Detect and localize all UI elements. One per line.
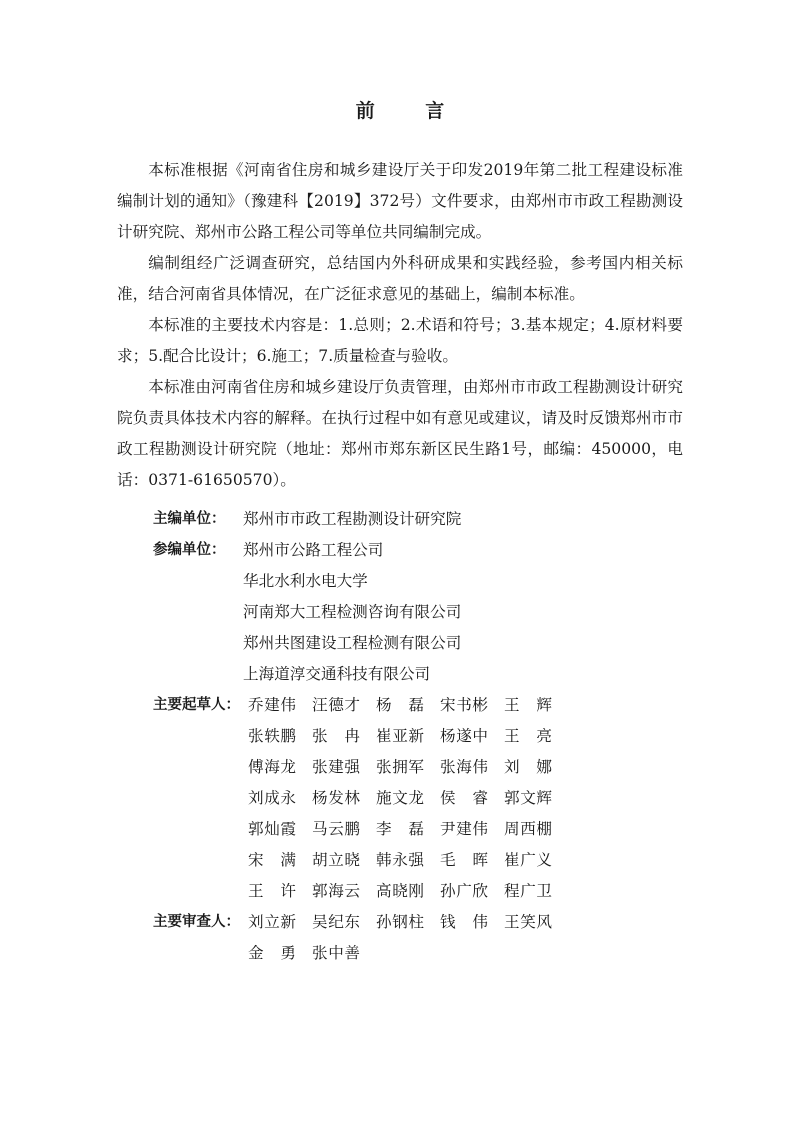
reviewers-names xyxy=(248,907,568,969)
drafter-name: 杨磊 xyxy=(376,696,424,714)
contributors-section xyxy=(153,504,613,969)
paragraph-basis: 本标准根据《河南省住房和城乡建设厅关于印发2019年第二批工程建设标准编制计划的通知》（豫建科【2019】372号）文件要求，由郑州市市政工程勘测设计研究院、郑州市公路工程公司等单位共同编制完成。 xyxy=(117,161,683,241)
drafter-name: 高晓刚 xyxy=(376,882,424,900)
drafter-name: 郭文辉 xyxy=(504,789,552,807)
drafter-name: 郭灿霞 xyxy=(248,820,296,838)
drafter-name: 张海伟 xyxy=(440,758,488,776)
reviewer-name: 王笑风 xyxy=(504,913,552,931)
drafter-name: 孙广欣 xyxy=(440,882,488,900)
drafter-name: 杨遂中 xyxy=(440,727,488,745)
chief-editor-label: 主编单位： xyxy=(153,511,226,527)
participating-unit: 华北水利水电大学 xyxy=(243,572,368,590)
reviewer-name: 张中善 xyxy=(312,944,360,962)
reviewers-label: 主要审查人： xyxy=(153,914,240,930)
drafter-name: 周西棚 xyxy=(504,820,552,838)
paragraph-contents: 本标准的主要技术内容是：1.总则；2.术语和符号；3.基本规定；4.原材料要求；5.配合比设计；6.施工；7.质量检查与验收。 xyxy=(117,316,683,365)
participating-units-row xyxy=(153,535,613,690)
drafter-name: 张冉 xyxy=(312,727,360,745)
preface-body xyxy=(117,155,683,496)
drafter-name: 李磊 xyxy=(376,820,424,838)
drafter-name: 尹建伟 xyxy=(440,820,488,838)
drafter-name: 宋满 xyxy=(248,851,296,869)
drafter-name: 王许 xyxy=(248,882,296,900)
reviewer-name: 钱伟 xyxy=(440,913,488,931)
reviewer-name: 吴纪东 xyxy=(312,913,360,931)
paragraph-research: 编制组经广泛调查研究，总结国内外科研成果和实践经验，参考国内相关标准，结合河南省具体情况，在广泛征求意见的基础上，编制本标准。 xyxy=(117,254,683,303)
participating-unit: 郑州共图建设工程检测有限公司 xyxy=(243,634,462,652)
drafter-name: 刘成永 xyxy=(248,789,296,807)
participating-unit: 上海道淳交通科技有限公司 xyxy=(243,665,431,683)
drafter-name: 宋书彬 xyxy=(440,696,488,714)
drafter-name: 侯睿 xyxy=(440,789,488,807)
drafter-name: 张拥军 xyxy=(376,758,424,776)
drafter-name: 施文龙 xyxy=(376,789,424,807)
drafter-name: 杨发林 xyxy=(312,789,360,807)
drafter-name: 马云鹏 xyxy=(312,820,360,838)
drafter-name: 乔建伟 xyxy=(248,696,296,714)
participating-units-label: 参编单位： xyxy=(153,542,226,558)
reviewer-name: 孙钢柱 xyxy=(376,913,424,931)
chief-editor-unit: 郑州市市政工程勘测设计研究院 xyxy=(243,510,462,528)
reviewers-row xyxy=(153,907,613,969)
drafter-name: 傅海龙 xyxy=(248,758,296,776)
drafter-name: 王亮 xyxy=(504,727,552,745)
reviewer-name: 金勇 xyxy=(248,944,296,962)
participating-unit: 河南郑大工程检测咨询有限公司 xyxy=(243,603,462,621)
drafter-name: 刘娜 xyxy=(504,758,552,776)
chief-editor-row xyxy=(153,504,613,535)
participating-unit: 郑州市公路工程公司 xyxy=(243,541,384,559)
drafter-name: 汪德才 xyxy=(312,696,360,714)
drafter-name: 崔广义 xyxy=(504,851,552,869)
drafter-name: 胡立晓 xyxy=(312,851,360,869)
drafters-names xyxy=(248,690,568,907)
page-title: 前 言 xyxy=(355,100,467,122)
drafters-row xyxy=(153,690,613,907)
drafter-name: 郭海云 xyxy=(312,882,360,900)
paragraph-management: 本标准由河南省住房和城乡建设厅负责管理，由郑州市市政工程勘测设计研究院负责具体技术内容的解释。在执行过程中如有意见或建议，请及时反馈郑州市市政工程勘测设计研究院（地址：郑州市郑东新区民生路1号，邮编：450000，电话：0371-61650570）。 xyxy=(117,378,683,489)
reviewer-name: 刘立新 xyxy=(248,913,296,931)
drafter-name: 毛晖 xyxy=(440,851,488,869)
drafter-name: 崔亚新 xyxy=(376,727,424,745)
drafter-name: 张建强 xyxy=(312,758,360,776)
drafter-name: 程广卫 xyxy=(504,882,552,900)
drafter-name: 韩永强 xyxy=(376,851,424,869)
drafter-name: 王辉 xyxy=(504,696,552,714)
drafter-name: 张轶鹏 xyxy=(248,727,296,745)
drafters-label: 主要起草人： xyxy=(153,697,240,713)
